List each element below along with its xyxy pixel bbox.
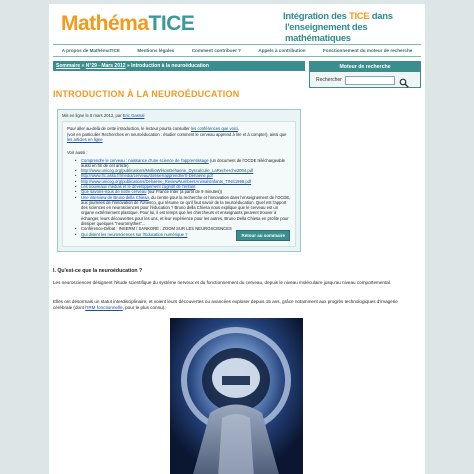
irm-link[interactable]: l'IRM fonctionnelle	[85, 305, 123, 311]
logo-text-part2: TICE	[148, 12, 195, 35]
search-row	[310, 72, 420, 88]
breadcrumb-separator: »	[125, 63, 132, 69]
reference-note: , du centre pour la recherche et l'innovation dans l'enseignement de l'OCDE, aux journées de l'innovation de l'Unesco, qui résume ce qu'il faut savoir de la neuroéducation. Quel est l'apport des sciences en neurosciences pour l'éducation ? Bruno della Chiesa nous explique que le cerveau est un organe extrêmement plastique. Pour lui, il est temps que les chercheurs et enseignants peuvent trouver à échanger, leurs découvertes pour les uns, et leur expérience pour les autres. Bruno Della Chiesa en profite pour dissiper quelques "neuromythes"...	[81, 194, 291, 227]
breadcrumb-current: Introduction à la neuroéducation	[131, 63, 209, 69]
reference-link[interactable]: Les nouveaux médias et le développement cognitif de l'enfant	[81, 183, 196, 189]
tagline-tice: TICE	[348, 11, 370, 22]
nav-item-appels[interactable]: Appels à contribution	[258, 48, 306, 53]
breadcrumb-separator: »	[80, 63, 86, 69]
reference-note: (sur France Inter (à partir de 9 minutes))	[146, 189, 223, 195]
articles-link[interactable]: les articles en ligne	[67, 137, 103, 142]
reference-note: (un document de l'OCDE téléchargeable aussi en fin de cet article)	[81, 157, 285, 168]
nav-item-mentions[interactable]: Mentions légales	[137, 48, 175, 53]
intro-part2: ,	[237, 126, 240, 131]
top-navigation	[53, 44, 421, 57]
reference-link[interactable]: Une interview de Bruno della Chiesa	[81, 194, 149, 200]
back-to-summary-button[interactable]: Retour au sommaire	[236, 230, 290, 241]
tagline-part3: dans	[369, 11, 393, 22]
author-link[interactable]: Eric Gasnal	[122, 113, 145, 118]
breadcrumb	[53, 61, 305, 71]
mri-scanner-photo	[170, 318, 303, 474]
references-list	[67, 158, 291, 237]
list-item	[81, 195, 291, 227]
reference-link[interactable]: http://www.unicog.org/publications/Dehaene_ReviewNumbersAnimalsInfants_TINS1998.pdf	[81, 178, 252, 184]
paragraph-2	[53, 299, 417, 311]
breadcrumb-home[interactable]: Sommaire	[56, 63, 81, 69]
reference-link[interactable]: Comprendre le cerveau : naissance d'une science de l'apprentissage	[81, 157, 209, 163]
search-panel-title: Moteur de recherche	[310, 62, 420, 72]
site-logo[interactable]	[61, 12, 194, 36]
see-also-label: Voir aussi :	[67, 149, 88, 155]
tagline-part1: Intégration des	[283, 11, 349, 22]
nav-item-moteur[interactable]: Fonctionnement du moteur de recherche	[322, 48, 413, 53]
article-chapo	[62, 121, 296, 247]
logo-text-part1: Mathéma	[61, 12, 149, 35]
mri-scanner-image	[170, 318, 303, 474]
reference-link[interactable]: Que savons-nous de notre cerveau	[81, 189, 147, 195]
magnifier-icon	[399, 78, 409, 88]
breadcrumb-issue[interactable]: N°29 - Mars 2012	[85, 63, 126, 69]
list-item	[81, 158, 291, 169]
paragraph-2-part1: Elles ont désormais un statut interdisciplinaire, et voient leurs découvertes ou avancées exploser depuis 15 ans, grâce notamment aux progrès technologiques d'imagerie cérébrale (dont	[53, 299, 398, 311]
meta-prefix: Mis en ligne le 8 mars 2012, par	[62, 113, 123, 118]
reference-note: Conférence-Débat : INSERM / SANKORE : ZOOM SUR LES NEUROSCIENCES	[81, 226, 232, 232]
search-label: Rechercher	[316, 77, 342, 83]
tagline-line2: l'enseignement des mathématiques	[285, 22, 368, 44]
reference-link[interactable]: http://www.unicog.org/publications/MolkoWilsonDehaene_Dyscalculie_LaRecherche2004.pdf	[81, 168, 254, 174]
site-header	[49, 4, 425, 44]
search-panel	[309, 61, 421, 88]
reference-link[interactable]: Qui disent les neurosciences sur l'Education numérique ?	[81, 231, 188, 237]
article-intro-box	[57, 109, 301, 252]
nav-item-contribuer[interactable]: Comment contribuer ?	[191, 48, 241, 53]
intro-part1: Pour aller au-delà de cette introduction, le lecteur pourra consulter	[67, 126, 191, 131]
search-input[interactable]	[345, 76, 395, 85]
article-meta	[62, 113, 296, 118]
nav-item-a-propos[interactable]: A propos de MathémaTICE	[61, 48, 120, 53]
page	[49, 4, 425, 474]
conferences-link[interactable]: les conférences que voici	[190, 126, 238, 131]
section-heading: I. Qu'est-ce que la neuroéducation ?	[53, 268, 143, 274]
article-title: INTRODUCTION À LA NEUROÉDUCATION	[53, 89, 240, 99]
search-button[interactable]	[399, 75, 409, 85]
intro-part3: (voir en particulier Recherches en neuroéducation : étudier comment le cerveau apprend à lire et à compter), ainsi que	[67, 131, 287, 137]
paragraph-1: Les neurosciences désignent l'étude scientifique du système nerveux et du fonctionnement du cerveau, depuis le niveau moléculaire jusqu'au niveau comportemental.	[53, 280, 392, 285]
paragraph-2-part2: , pour le plus connu).	[122, 305, 166, 311]
site-tagline	[283, 11, 421, 44]
intro-text	[67, 126, 291, 143]
reference-link[interactable]: http://www.frc.asso.fr/media/cerveau/dossier/apprendre/S-Dehaene.pdf	[81, 173, 213, 179]
